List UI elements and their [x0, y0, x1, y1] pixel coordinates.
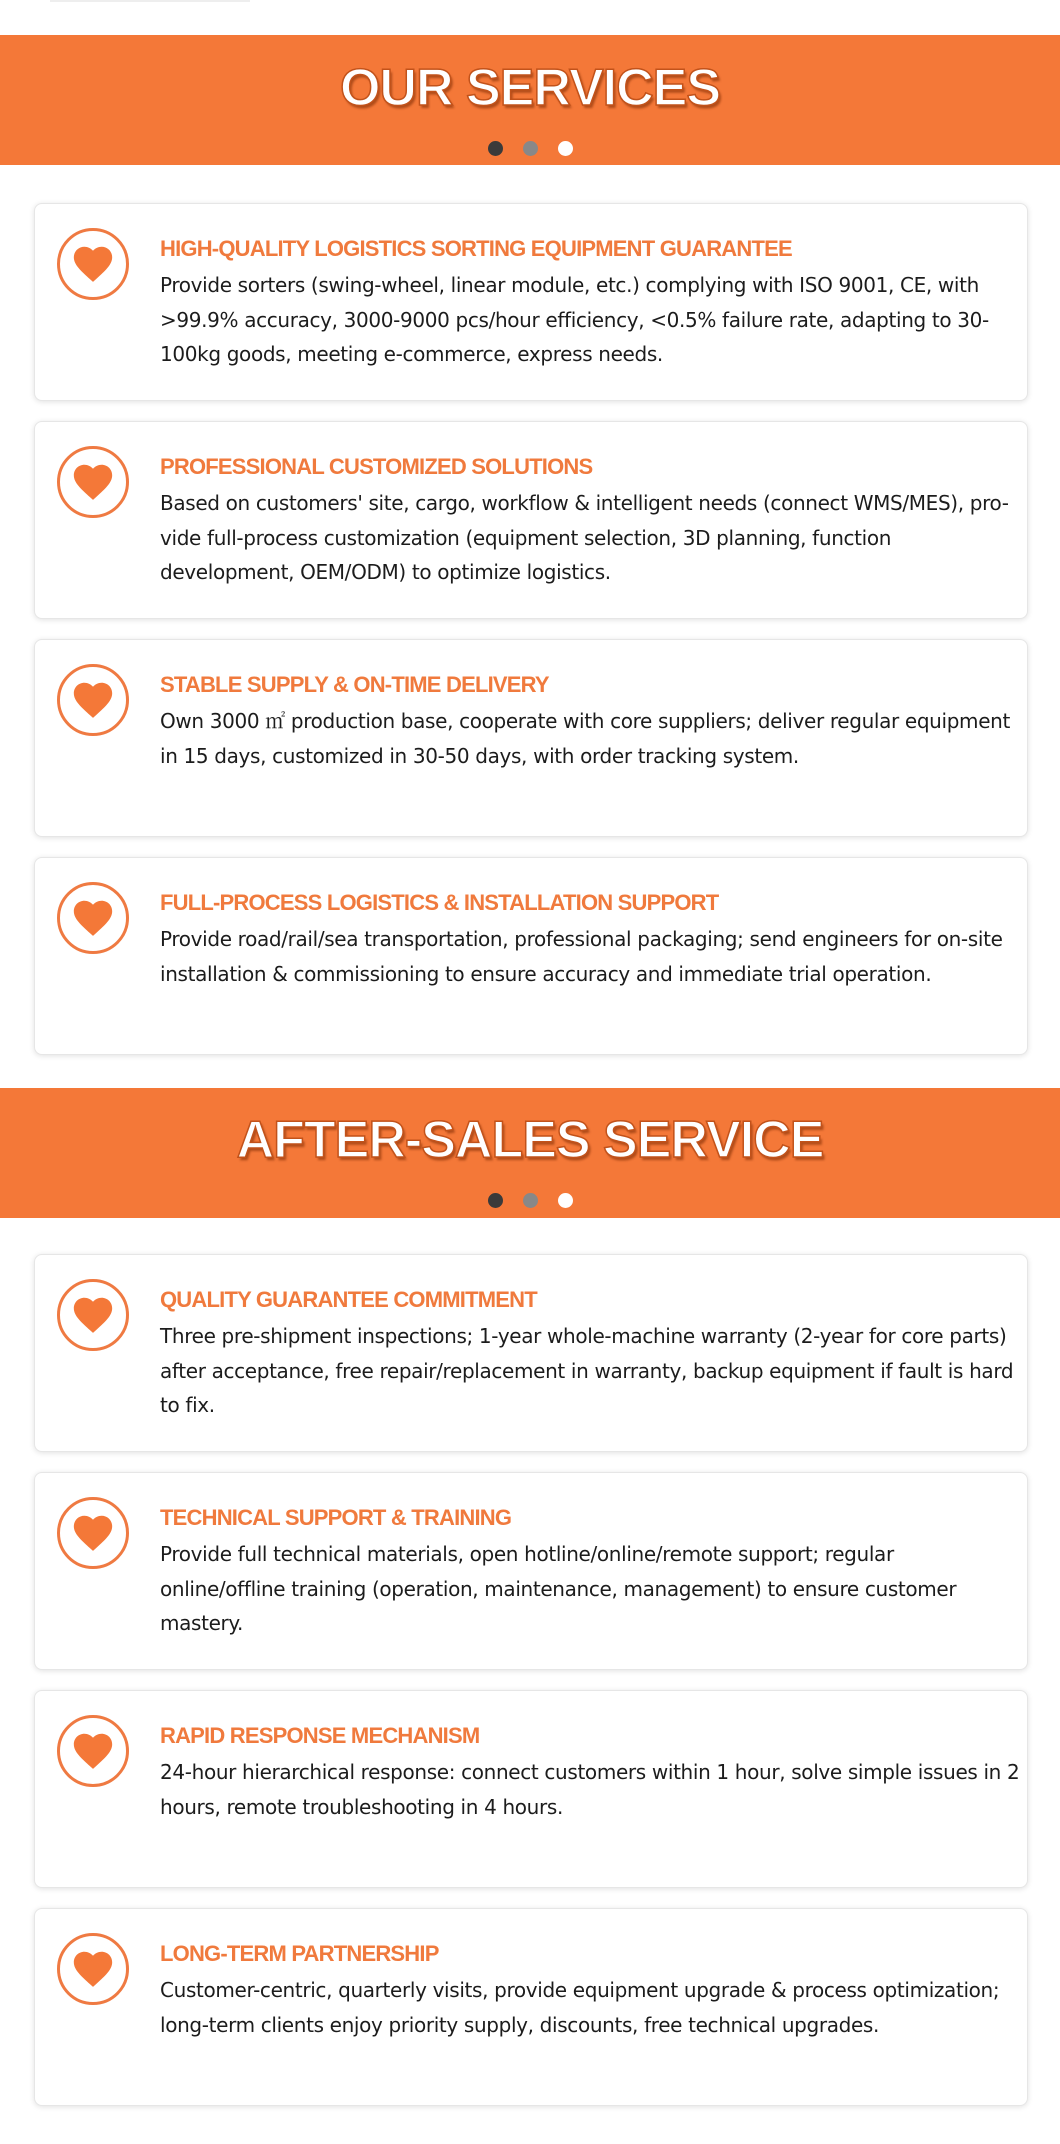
card-text: Provide road/rail/sea transportation, professional packaging; send engineers for on-site installation & commissioning to ensure accuracy and immediate trial operation.: [160, 927, 1003, 986]
card-text: Customer-centric, quarterly visits, provide equipment upgrade & process optimization; long-term clients enjoy priority supply, discounts, free technical upgrades.: [160, 1978, 1000, 2037]
carousel-dot-1[interactable]: [488, 141, 503, 156]
service-card: [34, 203, 1028, 401]
heart-icon: [57, 1933, 129, 2005]
after-sales-carousel-dots: [0, 1193, 1060, 1208]
carousel-dot-2[interactable]: [523, 1193, 538, 1208]
our-services-carousel-dots: [0, 141, 1060, 156]
heart-icon: [57, 1279, 129, 1351]
carousel-dot-3[interactable]: [558, 1193, 573, 1208]
carousel-dot-2[interactable]: [523, 141, 538, 156]
our-services-title: OUR SERVICES: [339, 59, 721, 117]
service-card: [34, 1690, 1028, 1888]
card-text: 24-hour hierarchical response: connect customers within 1 hour, solve simple issues in 2 hours, remote troubleshooting in 4 hours.: [160, 1760, 1020, 1819]
carousel-dot-1[interactable]: [488, 1193, 503, 1208]
card-title: PROFESSIONAL CUSTOMIZED SOLUTIONS: [160, 454, 593, 479]
card-title: FULL-PROCESS LOGISTICS & INSTALLATION SUPPORT: [160, 890, 719, 915]
card-text: Based on customers' site, cargo, workflow & intelligent needs (connect WMS/MES), pro-vide full-process customization (equipment selection, 3D planning, function development, OEM/ODM) to optimize logistics.: [160, 491, 1009, 584]
heart-icon: [57, 882, 129, 954]
service-card: [34, 639, 1028, 837]
service-card: [34, 857, 1028, 1055]
card-title: LONG-TERM PARTNERSHIP: [160, 1941, 439, 1966]
carousel-dot-3[interactable]: [558, 141, 573, 156]
card-title: HIGH-QUALITY LOGISTICS SORTING EQUIPMENT GUARANTEE: [160, 236, 792, 261]
card-text: Provide sorters (swing-wheel, linear module, etc.) complying with ISO 9001, CE, with >99.9% accuracy, 3000-9000 pcs/hour efficiency, <0.5% failure rate, adapting to 30-100kg goods, meeting e-commerce, express needs.: [160, 273, 989, 366]
service-card: [34, 421, 1028, 619]
service-card: [34, 1908, 1028, 2106]
service-card: [34, 1472, 1028, 1670]
card-title: QUALITY GUARANTEE COMMITMENT: [160, 1287, 537, 1312]
card-title: RAPID RESPONSE MECHANISM: [160, 1723, 480, 1748]
after-sales-title: AFTER-SALES SERVICE: [236, 1111, 824, 1169]
card-title: TECHNICAL SUPPORT & TRAINING: [160, 1505, 512, 1530]
card-title: STABLE SUPPLY & ON-TIME DELIVERY: [160, 672, 549, 697]
heart-icon: [57, 664, 129, 736]
top-divider: [50, 0, 250, 2]
heart-icon: [57, 228, 129, 300]
service-card: [34, 1254, 1028, 1452]
card-text: Three pre-shipment inspections; 1-year whole-machine warranty (2-year for core parts) after acceptance, free repair/replacement in warranty, backup equipment if fault is hard to fix.: [160, 1324, 1014, 1417]
heart-icon: [57, 446, 129, 518]
card-text: Provide full technical materials, open hotline/online/remote support; regular online/offline training (operation, maintenance, management) to ensure customer mastery.: [160, 1542, 957, 1635]
heart-icon: [57, 1497, 129, 1569]
card-text: Own 3000 ㎡ production base, cooperate with core suppliers; deliver regular equipment in 15 days, customized in 30-50 days, with order tracking system.: [160, 709, 1010, 768]
heart-icon: [57, 1715, 129, 1787]
